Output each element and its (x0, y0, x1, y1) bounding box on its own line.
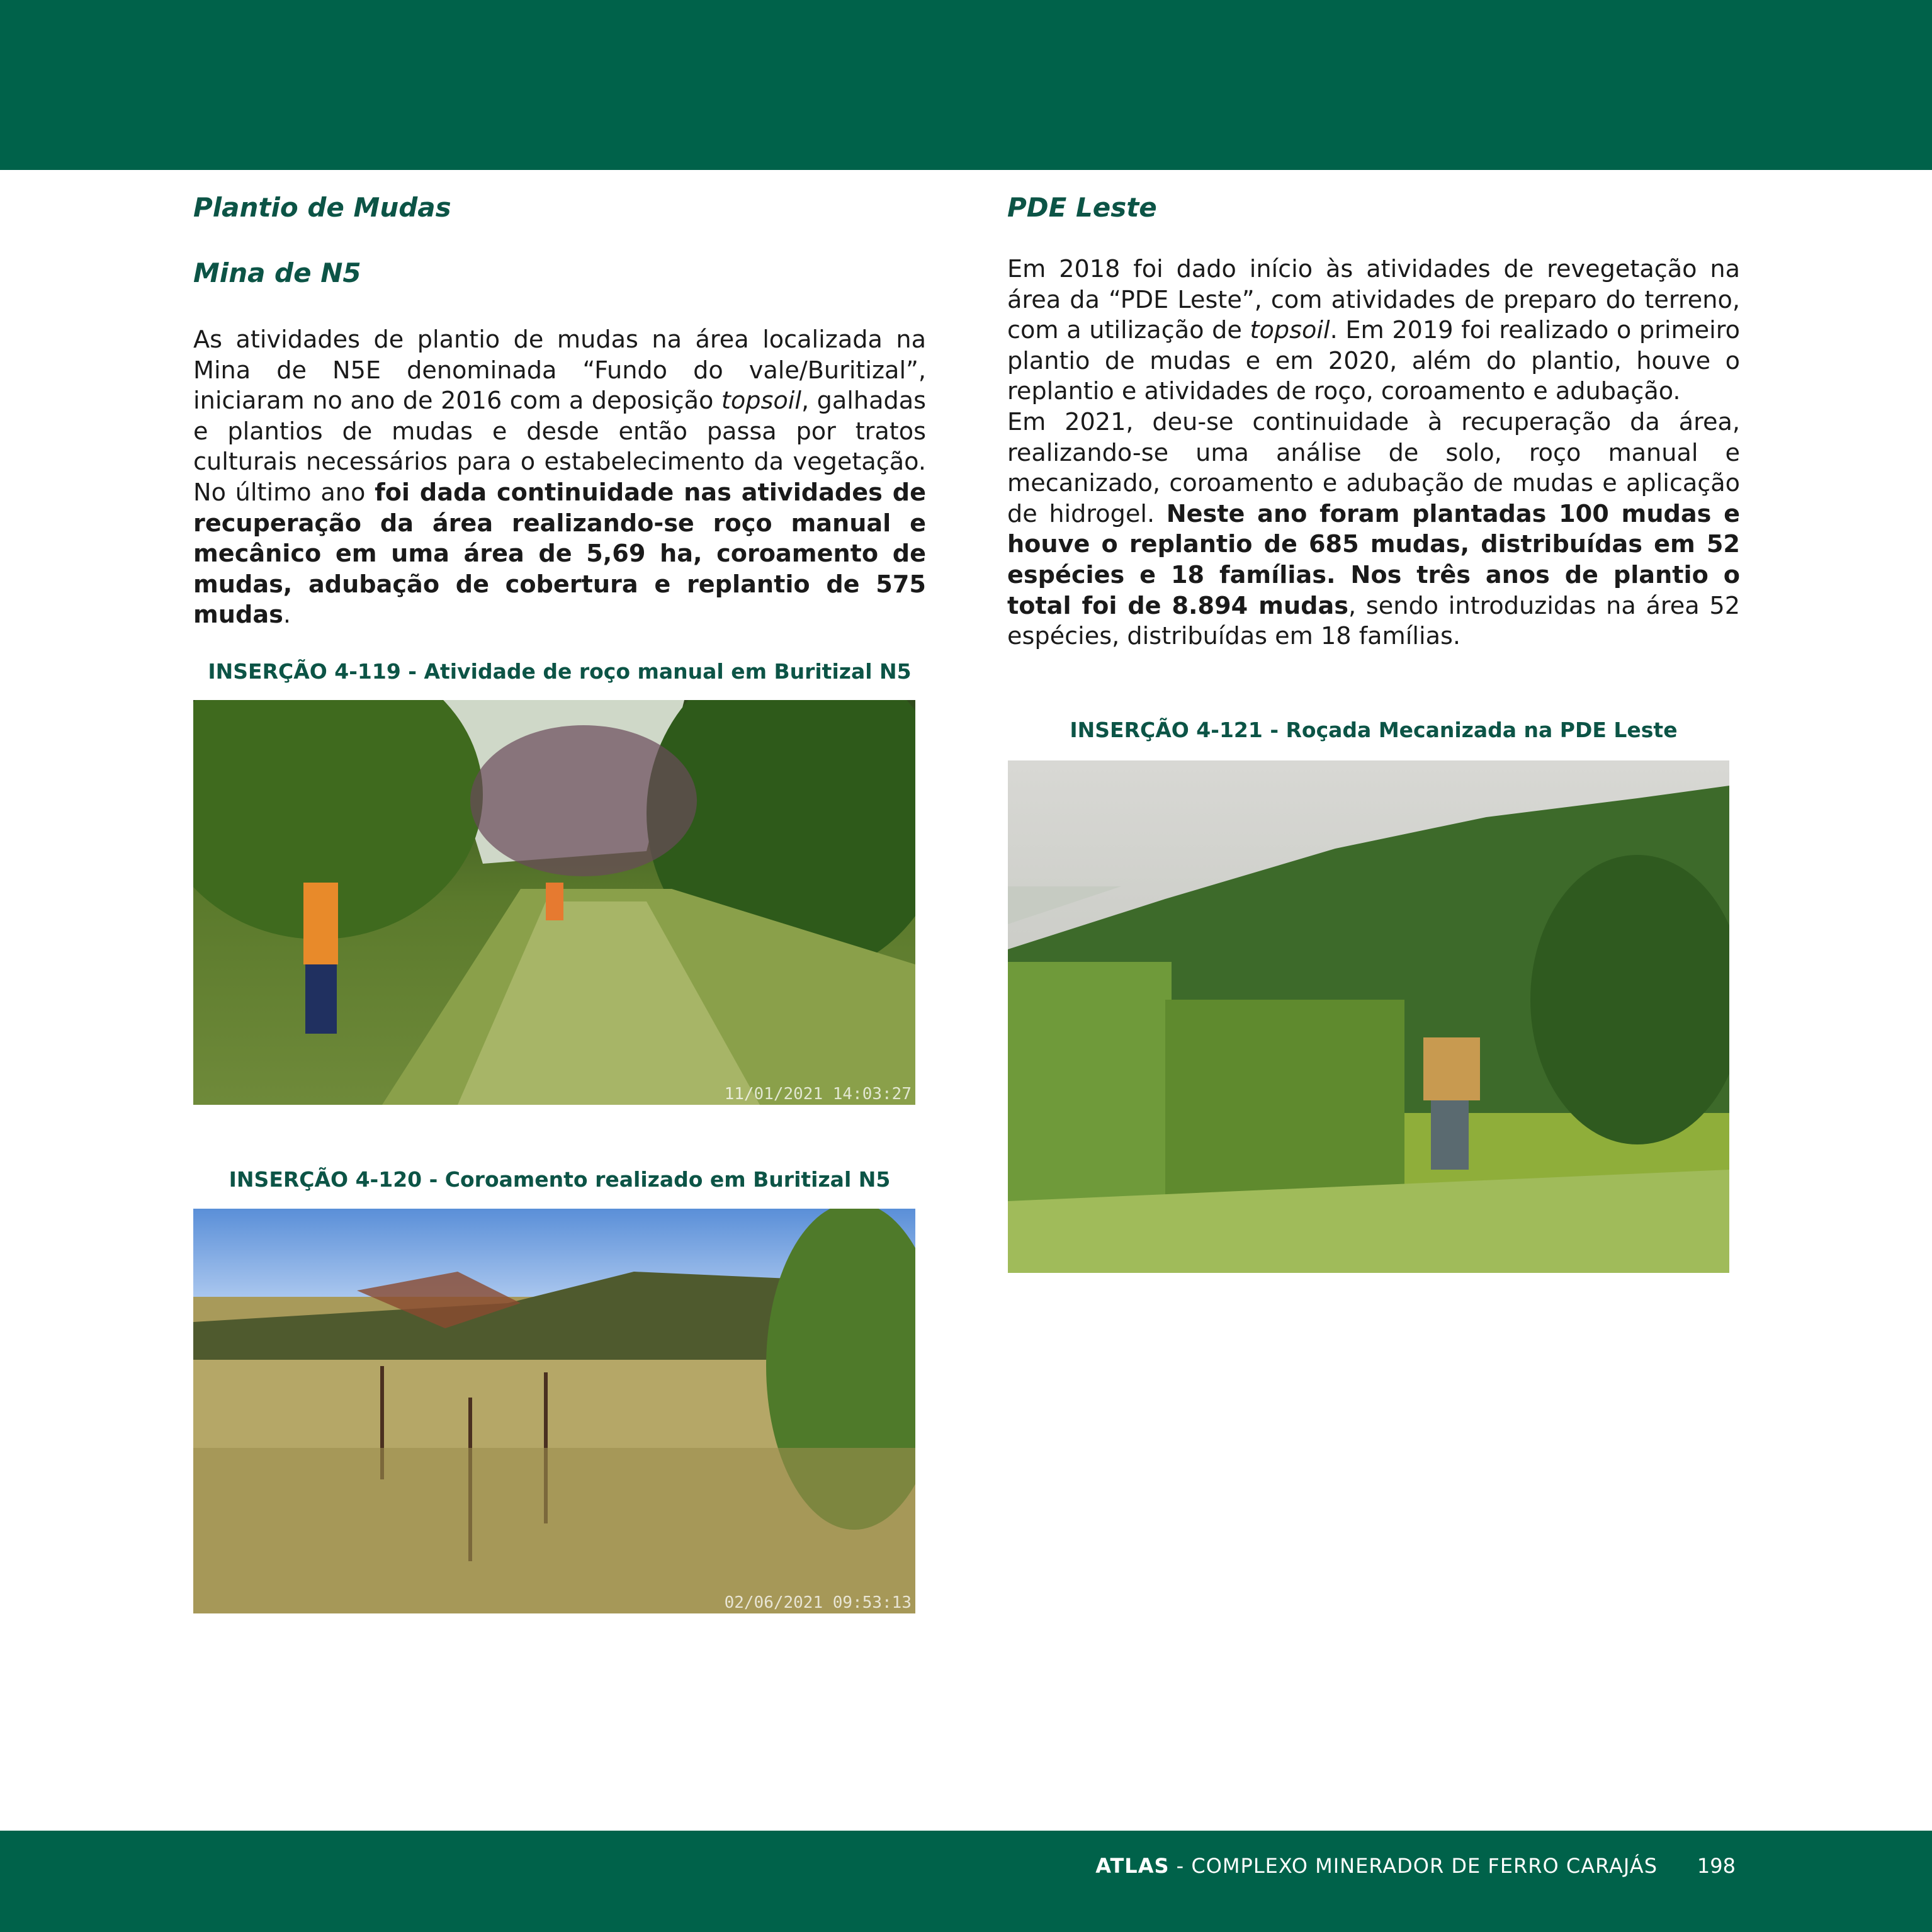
figure-caption-119: INSERÇÃO 4-119 - Atividade de roço manual em Buritizal N5 (208, 659, 912, 684)
section-heading: Plantio de Mudas (193, 192, 451, 223)
right-column (1007, 189, 1740, 652)
section-heading: PDE Leste (1007, 192, 1157, 223)
header-band (0, 0, 1932, 170)
figure-caption-121: INSERÇÃO 4-121 - Roçada Mecanizada na PDE Leste (1070, 718, 1678, 742)
right-paragraph-2: Em 2021, deu-se continuidade à recuperação da área, realizando-se uma análise de solo, roço manual e mecanizado, coroamento e adubação de mudas e aplicação de hidrogel. Neste ano foram plantadas 100 mudas e houve o replantio de 685 mudas, distribuídas em 52 espécies e 18 famílias. Nos três anos de plantio o total foi de 8.894 mudas, sendo introduzidas na área 52 espécies, distribuídas em 18 famílias. (1007, 408, 1741, 651)
footer-band (0, 1831, 1932, 1932)
left-column (193, 189, 926, 631)
photo-manual-clearing (193, 700, 915, 1105)
photo-mechanized-mowing (1008, 760, 1729, 1273)
photo-timestamp: 02/06/2021 09:53:13 (724, 1593, 912, 1612)
subsection-heading: Mina de N5 (193, 257, 361, 288)
right-paragraph-1: Em 2018 foi dado início às atividades de revegetação na área da “PDE Leste”, com atividades de preparo do terreno, com a utilização de topsoil. Em 2019 foi realizado o primeiro plantio de mudas e em 2020, além do plantio, houve o replantio e atividades de roço, coroamento e adubação. (1007, 256, 1740, 406)
footer-title: ATLAS - COMPLEXO MINERADOR DE FERRO CARAJÁS (1095, 1854, 1658, 1878)
photo-crowning (193, 1209, 915, 1613)
figure-caption-120: INSERÇÃO 4-120 - Coroamento realizado em Buritizal N5 (229, 1167, 891, 1192)
photo-timestamp: 11/01/2021 14:03:27 (724, 1085, 912, 1104)
page-number: 198 (1697, 1854, 1736, 1878)
left-paragraph: As atividades de plantio de mudas na área localizada na Mina de N5E denominada “Fundo do vale/Buritizal”, iniciaram no ano de 2016 com a deposição topsoil, galhadas e plantios de mudas e desde então passa por tratos culturais necessários para o estabelecimento da vegetação. No último ano foi dada continuidade nas atividades de recuperação da área realizando-se roço manual e mecânico em uma área de 5,69 ha, coroamento de mudas, adubação de cobertura e replantio de 575 mudas. (193, 326, 927, 630)
